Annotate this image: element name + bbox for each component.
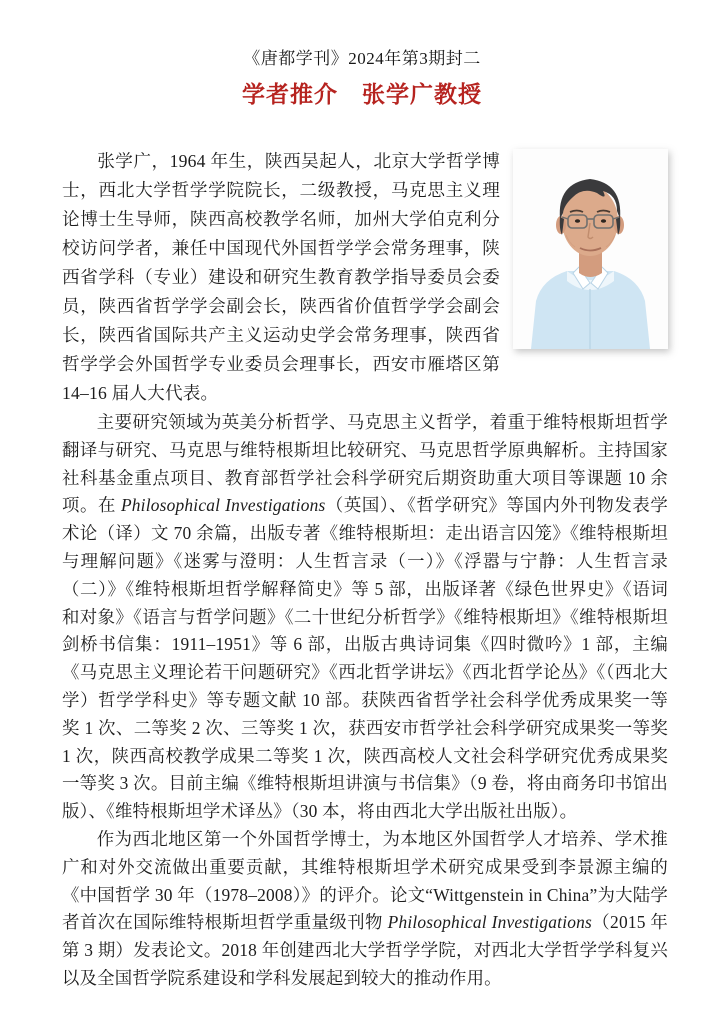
contribution-paragraph: 作为西北地区第一个外国哲学博士，为本地区外国哲学人才培养、学术推广和对外交流做出重要贡献，其维特根斯坦学术研究成果受到李景源主编的《中国哲学 30 年（1978–2008）》的评介。论文“Wittgenstein in China”为大陆学者首次在国际维特根斯坦哲学重量级刊物 Philosophical Investigations（2015 年第 3 期）发表论文。2018 年创建西北大学哲学学院，对西北大学哲学学科复兴以及全国哲学院系建设和学科发展起到较大的推动作用。 <box>62 828 668 988</box>
bio-section <box>62 147 668 408</box>
portrait-illustration <box>513 149 668 349</box>
portrait-photo <box>513 149 668 349</box>
journal-issue-line: 《唐都学刊》2024年第3期封二 <box>243 49 481 68</box>
bio-paragraph: 张学广，1964 年生，陕西吴起人，北京大学哲学博士，西北大学哲学学院院长，二级教授，马克思主义理论博士生导师，陕西高校教学名师，加州大学伯克利分校访问学者，兼任中国现代外国哲学学会常务理事，陕西省学科（专业）建设和研究生教育教学指导委员会委员，陕西省哲学学会副会长，陕西省价值哲学学会副会长，陕西省国际共产主义运动史学会常务理事，陕西省哲学学会外国哲学专业委员会理事长，西安市雁塔区第 14–16 届人大代表。 <box>62 151 500 403</box>
page-title: 学者推介 张学广教授 <box>242 82 482 107</box>
research-paragraph: 主要研究领域为英美分析哲学、马克思主义哲学，着重于维特根斯坦哲学翻译与研究、马克思与维特根斯坦比较研究、马克思哲学原典解析。主持国家社科基金重点项目、教育部哲学社会科学研究后期资助重大项目等课题 10 余项。在 Philosophical Investigations（英国）、《哲学研究》等国内外刊物发表学术论（译）文 70 余篇，出版专著《维特根斯坦：走出语言囚笼》《维特根斯坦与理解问题》《迷雾与澄明：人生哲言录（一）》《浮嚣与宁静：人生哲言录（二）》《维特根斯坦哲学解释简史》等 5 部，出版译著《绿色世界史》《语词和对象》《语言与哲学问题》《二十世纪分析哲学》《维特根斯坦》《维特根斯坦剑桥书信集：1911–1951》等 6 部，出版古典诗词集《四时微吟》1 部，主编《马克思主义理论若干问题研究》《西北哲学讲坛》《西北哲学论丛》《（西北大学）哲学学科史》等专题文献 10 部。获陕西省哲学社会科学优秀成果奖一等奖 1 次、二等奖 2 次、三等奖 1 次，获西安市哲学社会科学研究成果奖一等奖 1 次，陕西高校教学成果二等奖 1 次，陕西高校人文社会科学研究优秀成果奖一等奖 3 次。目前主编《维特根斯坦讲演与书信集》（9 卷，将由商务印书馆出版）、《维特根斯坦学术译丛》（30 本，将由西北大学出版社出版）。 <box>62 412 668 822</box>
page-content <box>62 147 668 993</box>
